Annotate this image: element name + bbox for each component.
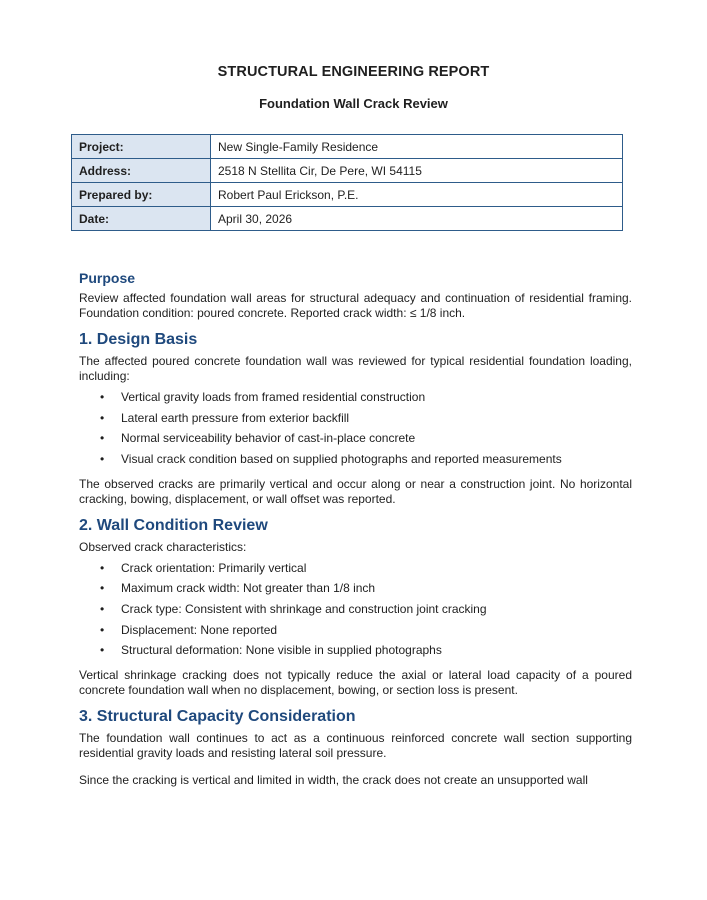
section-3-paragraph-1: The foundation wall continues to act as a continuous reinforced concrete wall section supporting residential gravity loads and resisting lateral soil pressure.: [79, 731, 632, 761]
list-item: • Lateral earth pressure from exterior backfill: [121, 411, 632, 426]
prepared-by-label: Prepared by:: [72, 183, 211, 207]
project-label: Project:: [72, 135, 211, 159]
project-info-table: [71, 134, 623, 231]
list-item: • Crack type: Consistent with shrinkage and construction joint cracking: [121, 602, 632, 617]
section-3-paragraph-2: Since the cracking is vertical and limited in width, the crack does not create an unsupported wall: [79, 773, 588, 788]
section-1-intro: The affected poured concrete foundation wall was reviewed for typical residential foundation loading, including:: [79, 354, 632, 383]
section-1-heading: 1. Design Basis: [79, 331, 198, 348]
section-2-after: Vertical shrinkage cracking does not typically reduce the axial or lateral load capacity of a poured concrete foundation wall when no displacement, bowing, or section loss is present.: [79, 668, 632, 698]
table-row: [72, 135, 623, 159]
table-row: [72, 183, 623, 207]
address-label: Address:: [72, 159, 211, 183]
date-label: Date:: [72, 207, 211, 231]
project-value: New Single-Family Residence: [211, 135, 623, 159]
address-value: 2518 N Stellita Cir, De Pere, WI 54115: [211, 159, 623, 183]
table-row: [72, 207, 623, 231]
report-body: [79, 270, 632, 788]
section-3-heading: 3. Structural Capacity Consideration: [79, 708, 356, 726]
list-item: • Vertical gravity loads from framed residential construction: [121, 390, 632, 405]
report-title: STRUCTURAL ENGINEERING REPORT: [217, 64, 490, 80]
section-2-bullets: [79, 561, 632, 658]
section-2-intro: Observed crack characteristics:: [79, 539, 247, 554]
list-item: • Displacement: None reported: [121, 623, 632, 638]
purpose-text: Review affected foundation wall areas for structural adequacy and continuation of residential framing. Foundation condition: poured concrete. Reported crack width: ≤ 1/8 inch.: [79, 291, 632, 320]
list-item: • Maximum crack width: Not greater than 1/8 inch: [121, 581, 632, 596]
prepared-by-value: Robert Paul Erickson, P.E.: [211, 183, 623, 207]
list-item: • Structural deformation: None visible in supplied photographs: [121, 643, 632, 658]
section-1-after: The observed cracks are primarily vertical and occur along or near a construction joint. No horizontal cracking, bowing, displacement, or wall offset was reported.: [79, 476, 632, 506]
list-item: • Normal serviceability behavior of cast-in-place concrete: [121, 431, 632, 446]
section-1-bullets: [79, 390, 632, 467]
section-2-heading: 2. Wall Condition Review: [79, 516, 268, 534]
purpose-heading: Purpose: [79, 270, 136, 286]
list-item: • Visual crack condition based on supplied photographs and reported measurements: [121, 452, 632, 467]
date-value: April 30, 2026: [211, 207, 623, 231]
table-row: [72, 159, 623, 183]
report-subtitle: Foundation Wall Crack Review: [259, 96, 448, 111]
list-item: • Crack orientation: Primarily vertical: [121, 561, 632, 576]
